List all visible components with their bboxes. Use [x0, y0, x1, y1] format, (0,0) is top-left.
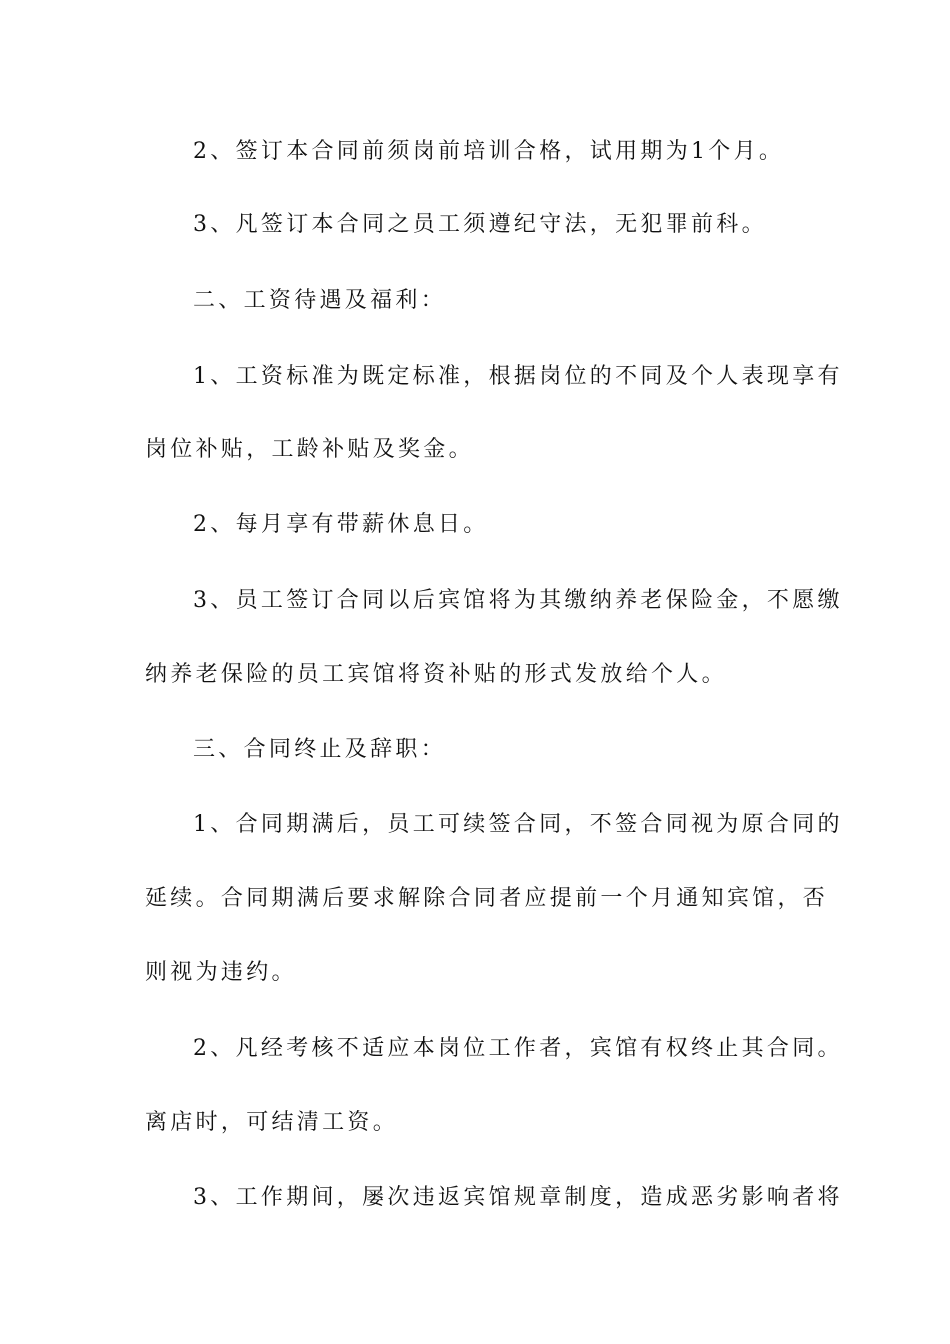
- section-heading: 二、工资待遇及福利：: [193, 288, 447, 313]
- clause-line: 1、合同期满后，员工可续签合同，不签合同视为原合同的: [193, 812, 843, 837]
- clause-line: 3、员工签订合同以后宾馆将为其缴纳养老保险金，不愿缴: [193, 588, 843, 613]
- clause-continuation: 离店时，可结清工资。: [145, 1110, 399, 1135]
- clause-line: 2、凡经考核不适应本岗位工作者，宾馆有权终止其合同。: [193, 1036, 843, 1061]
- clause-continuation: 则视为违约。: [145, 960, 297, 985]
- clause-line: 2、签订本合同前须岗前培训合格，试用期为1个月。: [193, 139, 785, 164]
- clause-line: 3、工作期间，屡次违返宾馆规章制度，造成恶劣影响者将: [193, 1185, 843, 1210]
- clause-continuation: 纳养老保险的员工宾馆将资补贴的形式发放给个人。: [145, 662, 727, 687]
- clause-line: 3、凡签订本合同之员工须遵纪守法，无犯罪前科。: [193, 212, 767, 237]
- clause-line: 2、每月享有带薪休息日。: [193, 512, 489, 537]
- section-heading: 三、合同终止及辞职：: [193, 737, 447, 762]
- clause-line: 1、工资标准为既定标准，根据岗位的不同及个人表现享有: [193, 364, 843, 389]
- clause-continuation: 岗位补贴，工龄补贴及奖金。: [145, 437, 474, 462]
- clause-continuation: 延续。合同期满后要求解除合同者应提前一个月通知宾馆，否: [145, 886, 829, 911]
